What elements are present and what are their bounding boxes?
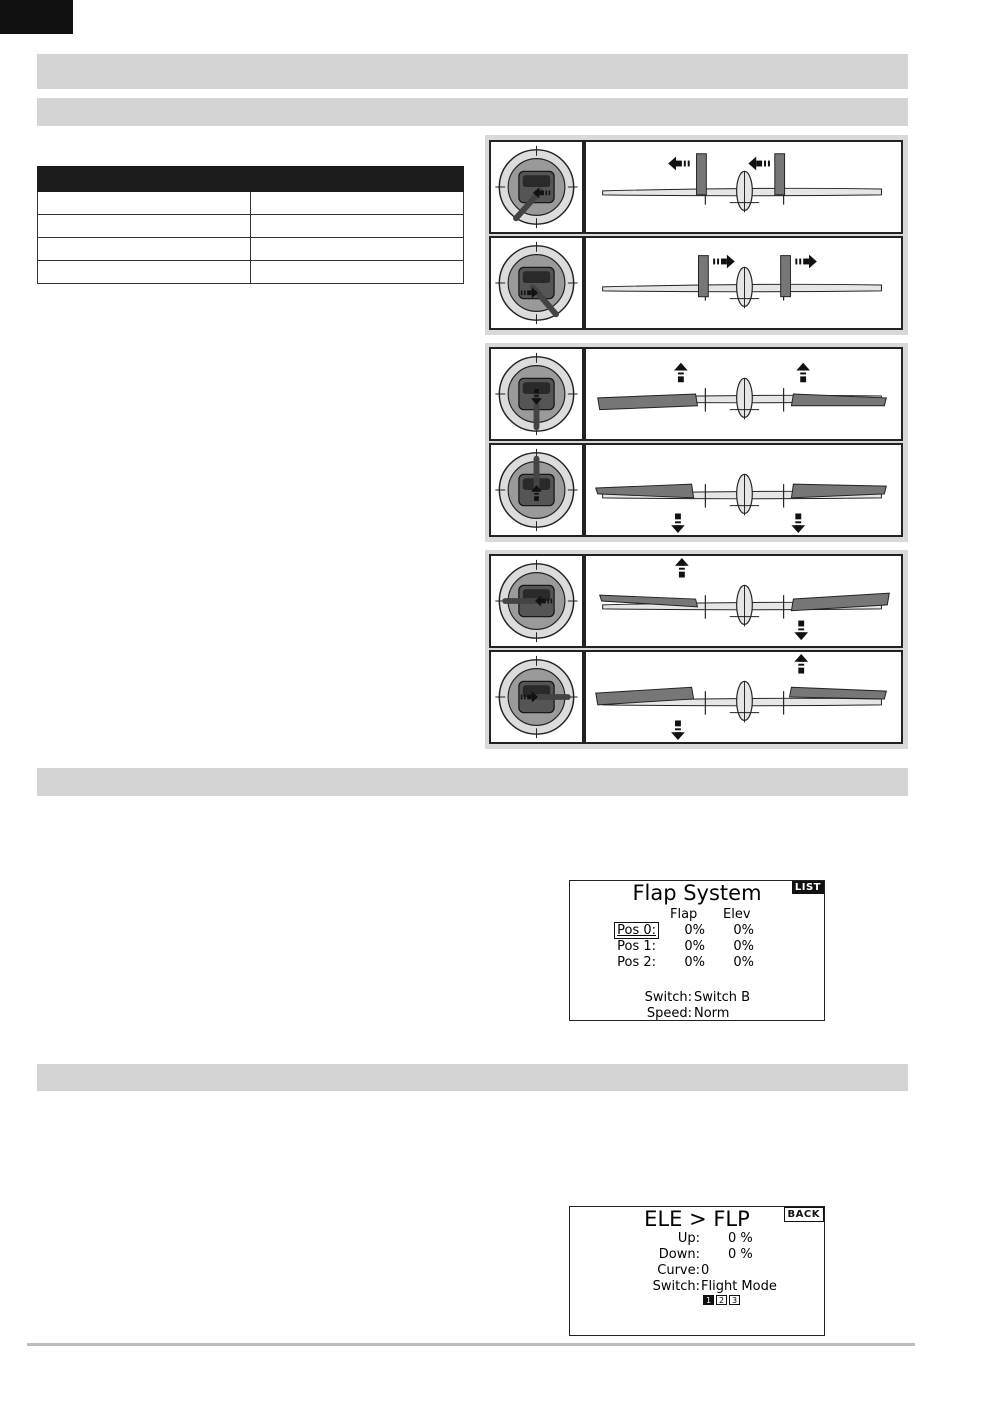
curve-label: Curve: — [657, 1263, 700, 1278]
switch-value[interactable]: Switch B — [694, 990, 751, 1005]
section-header-band — [37, 768, 908, 796]
settings-table — [37, 166, 464, 284]
list-button[interactable]: LIST — [792, 881, 824, 894]
pos2-elev-value[interactable]: 0% — [733, 955, 754, 970]
table-cell — [38, 215, 251, 238]
up-label: Up: — [677, 1231, 700, 1246]
table-header-row — [38, 167, 464, 192]
pos0-label[interactable]: Pos 0: — [590, 923, 656, 938]
back-button[interactable]: BACK — [784, 1207, 824, 1222]
stick-left — [489, 554, 584, 648]
speed-value[interactable]: Norm — [694, 1006, 730, 1021]
pos2-label[interactable]: Pos 2: — [617, 955, 656, 970]
stick-flap-left — [489, 140, 584, 234]
speed-label: Speed: — [646, 1006, 692, 1021]
flight-mode-2[interactable]: 2 — [716, 1295, 727, 1305]
screen-title: Flap System — [632, 881, 762, 905]
aileron-diagram-panel — [485, 550, 908, 749]
screen-title: ELE > FLP — [644, 1207, 750, 1231]
flap-diagram-panel — [485, 135, 908, 335]
pos1-flap-value[interactable]: 0% — [684, 939, 705, 954]
pos1-label[interactable]: Pos 1: — [617, 939, 656, 954]
down-value[interactable]: 0 % — [728, 1247, 753, 1262]
plane-flap-right — [584, 236, 903, 330]
page-corner-tab — [0, 0, 73, 34]
pos1-elev-value[interactable]: 0% — [733, 939, 754, 954]
down-label: Down: — [658, 1247, 700, 1262]
table-cell — [251, 215, 464, 238]
section-header-band — [37, 98, 908, 126]
stick-flap-right — [489, 236, 584, 330]
plane-flap-left — [584, 140, 903, 234]
table-cell — [38, 261, 251, 284]
plane-roll-left — [584, 554, 903, 648]
table-cell — [251, 192, 464, 215]
ele-flp-screen — [569, 1206, 825, 1336]
table-row — [38, 215, 464, 238]
section-header-band — [37, 1064, 908, 1091]
table-row — [38, 238, 464, 261]
table-cell — [251, 238, 464, 261]
pos2-flap-value[interactable]: 0% — [684, 955, 705, 970]
table-cell — [251, 261, 464, 284]
table-row — [38, 261, 464, 284]
up-value[interactable]: 0 % — [728, 1231, 753, 1246]
flight-mode-3[interactable]: 3 — [729, 1295, 740, 1305]
main-header-band — [37, 54, 908, 89]
plane-elevator-up — [584, 347, 903, 441]
curve-value[interactable]: 0 — [701, 1263, 710, 1278]
table-header-cell — [251, 167, 464, 192]
table-row — [38, 192, 464, 215]
elevator-diagram-panel — [485, 343, 908, 542]
switch-value[interactable]: Flight Mode — [701, 1279, 777, 1294]
pos0-elev-value[interactable]: 0% — [733, 923, 754, 938]
column-flap: Flap — [670, 907, 698, 922]
column-elev: Elev — [723, 907, 751, 922]
table-cell — [38, 192, 251, 215]
stick-right — [489, 650, 584, 744]
flap-system-screen — [569, 880, 825, 1021]
table-header-cell — [38, 167, 251, 192]
flight-mode-1[interactable]: 1 — [703, 1295, 714, 1305]
stick-forward — [489, 443, 584, 537]
stick-back — [489, 347, 584, 441]
pos0-flap-value[interactable]: 0% — [684, 923, 705, 938]
table-cell — [38, 238, 251, 261]
switch-label: Switch: — [644, 990, 692, 1005]
plane-roll-right — [584, 650, 903, 744]
switch-label: Switch: — [652, 1279, 700, 1294]
footer-rule — [27, 1343, 915, 1346]
plane-elevator-down — [584, 443, 903, 537]
